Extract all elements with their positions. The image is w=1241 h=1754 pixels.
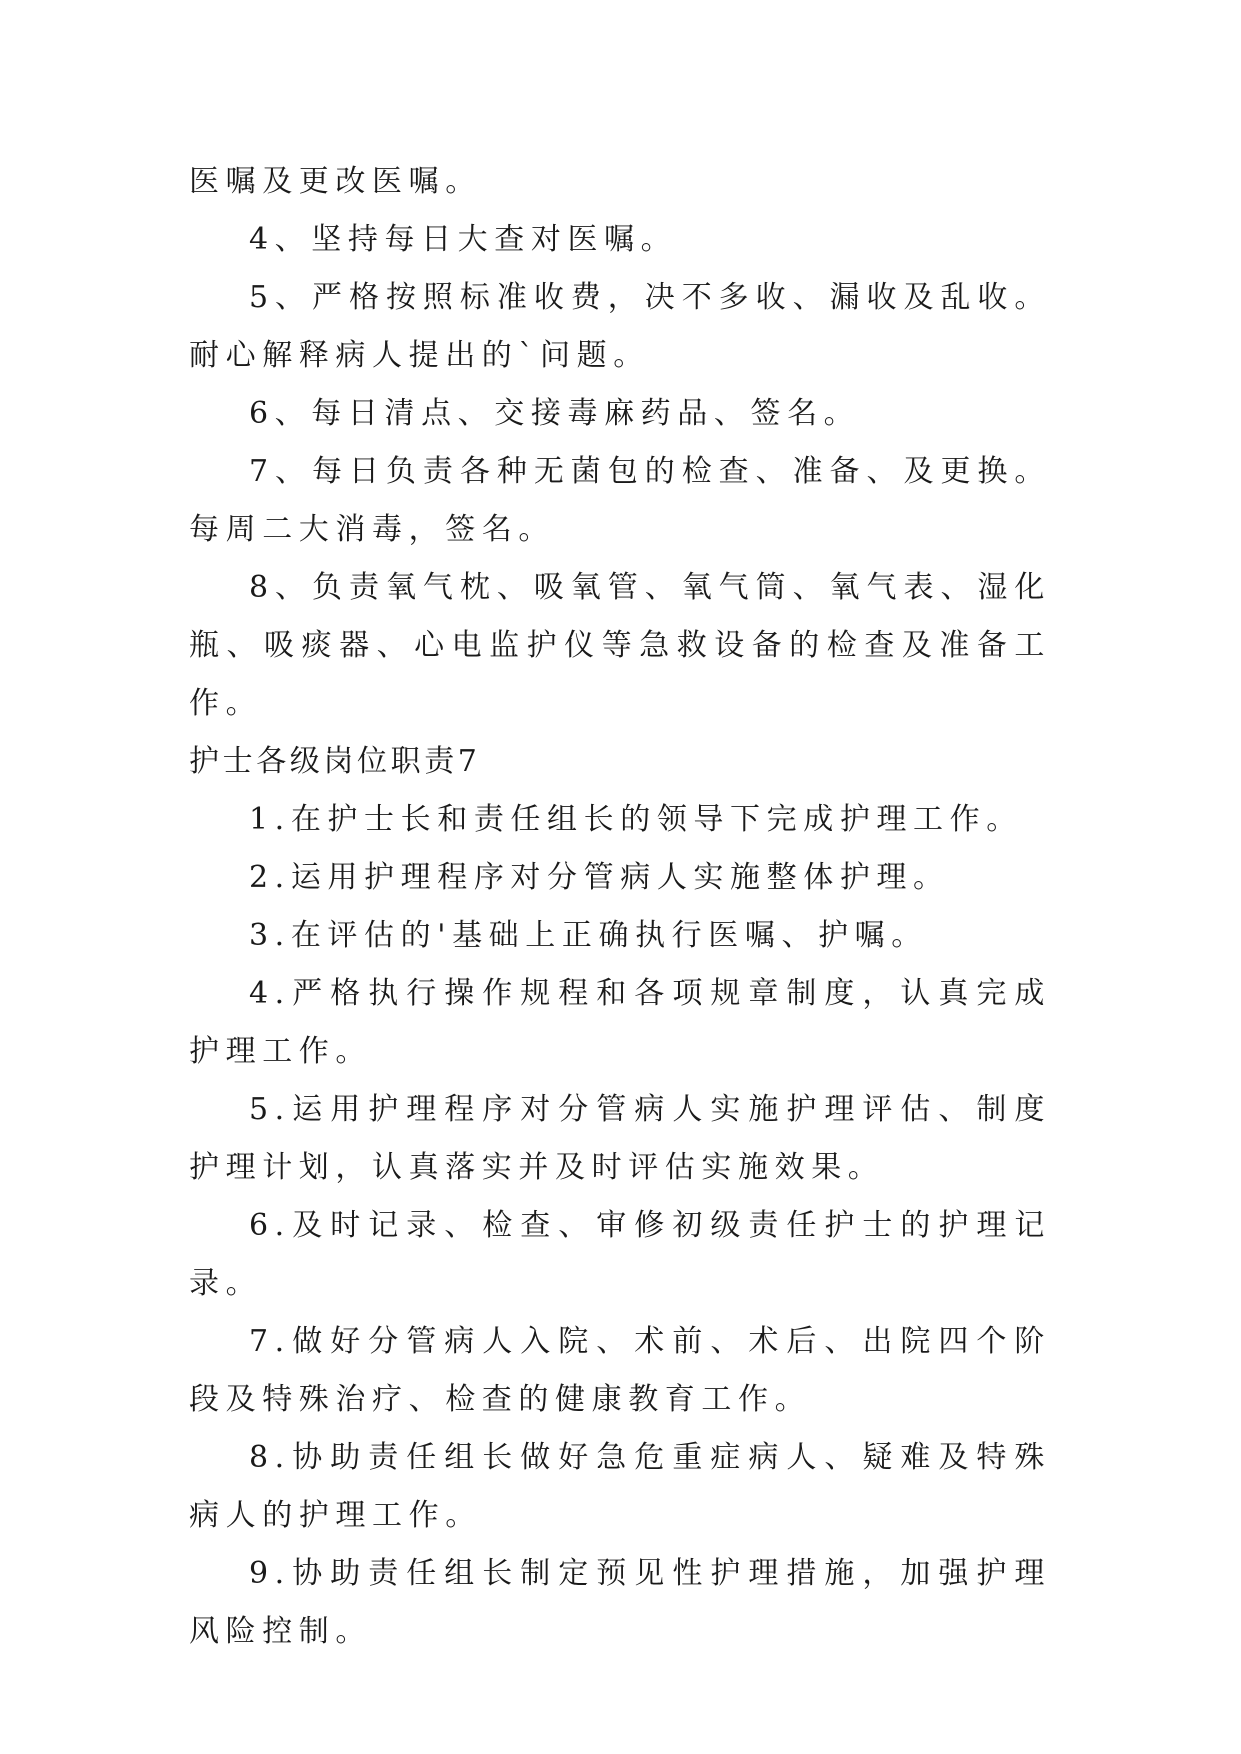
duty-item-8: 8、负责氧气枕、吸氧管、氧气筒、氧气表、湿化瓶、吸痰器、心电监护仪等急救设备的检查及准备工作。 (189, 570, 1051, 721)
continuation-paragraph: 医嘱及更改医嘱。 (189, 164, 482, 199)
responsibility-item-8: 8.协助责任组长做好急危重症病人、疑难及特殊病人的护理工作。 (189, 1440, 1051, 1533)
duty-item-4: 4、坚持每日大查对医嘱。 (249, 222, 678, 257)
responsibility-item-3: 3.在评估的'基础上正确执行医嘱、护嘱。 (249, 918, 928, 953)
duty-item-6: 6、每日清点、交接毒麻药品、签名。 (249, 396, 861, 431)
duty-item-5: 5、严格按照标准收费，决不多收、漏收及乱收。耐心解释病人提出的`问题。 (189, 280, 1051, 373)
responsibility-item-4: 4.严格执行操作规程和各项规章制度，认真完成护理工作。 (189, 976, 1051, 1069)
responsibility-item-9: 9.协助责任组长制定预见性护理措施，加强护理风险控制。 (189, 1556, 1051, 1649)
duty-item-7: 7、每日负责各种无菌包的检查、准备、及更换。每周二大消毒，签名。 (189, 454, 1051, 547)
responsibility-item-6: 6.及时记录、检查、审修初级责任护士的护理记录。 (189, 1208, 1051, 1301)
responsibility-item-5: 5.运用护理程序对分管病人实施护理评估、制度护理计划，认真落实并及时评估实施效果。 (189, 1092, 1051, 1185)
responsibility-item-2: 2.运用护理程序对分管病人实施整体护理。 (249, 860, 950, 895)
document-body (189, 153, 1051, 1661)
responsibility-item-7: 7.做好分管病人入院、术前、术后、出院四个阶段及特殊治疗、检查的健康教育工作。 (189, 1324, 1051, 1417)
responsibility-item-1: 1.在护士长和责任组长的领导下完成护理工作。 (249, 802, 1023, 837)
section-title: 护士各级岗位职责7 (189, 744, 481, 779)
